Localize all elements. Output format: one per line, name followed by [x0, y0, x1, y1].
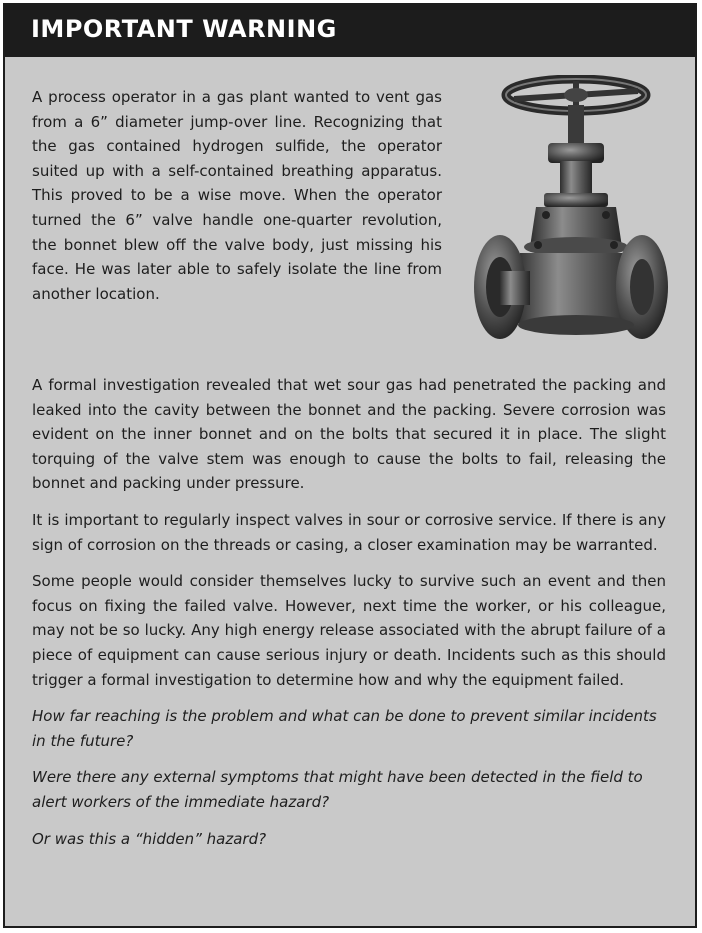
paragraph-inspection: It is important to regularly inspect valves in sour or corrosive service. If there is any sign of corrosion on the threads or casing, a closer examination may be warranted.: [32, 510, 666, 554]
question-symptoms: Were there any external symptoms that might have been detected in the field to alert workers of the immediate hazard?: [32, 768, 643, 811]
paragraph-lesson: Some people would consider themselves lucky to survive such an event and then focus on fixing the failed valve. However, next time the worker, or his colleague, may not be so lucky. Any high energy release associated with the abrupt failure of a piece of equipment can cause serious injury or death. Incidents such as this should trigger a formal investigation to determine how and why the equipment failed.: [32, 572, 666, 689]
intro-section: [32, 85, 666, 306]
question-prevention: How far reaching is the problem and what can be done to prevent similar incidents in the future?: [32, 707, 657, 750]
gate-valve-photo: [464, 75, 674, 355]
warning-box: [3, 3, 697, 928]
paragraph-investigation: A formal investigation revealed that wet sour gas had penetrated the packing and leaked into the cavity between the bonnet and the packing. Severe corrosion was evident on the inner bonnet and on the bolts that secured it in place. The slight torquing of the valve stem was enough to cause the bolts to fail, releasing the bonnet and packing under pressure.: [32, 376, 666, 493]
paragraph-incident: A process operator in a gas plant wanted to vent gas from a 6” diameter jump-over line. Recognizing that the gas contained hydrogen sulfide, the operator suited up with a self-contained breathing apparatus. This proved to be a wise move. When the operator turned the 6” valve handle one-quarter revolution, the bonnet blew off the valve body, just missing his face. He was later able to safely isolate the line from another location.: [32, 88, 442, 303]
warning-content: [32, 85, 666, 863]
warning-banner: [5, 5, 695, 57]
warning-title: IMPORTANT WARNING: [31, 15, 337, 43]
question-hidden-hazard: Or was this a “hidden” hazard?: [32, 829, 267, 848]
